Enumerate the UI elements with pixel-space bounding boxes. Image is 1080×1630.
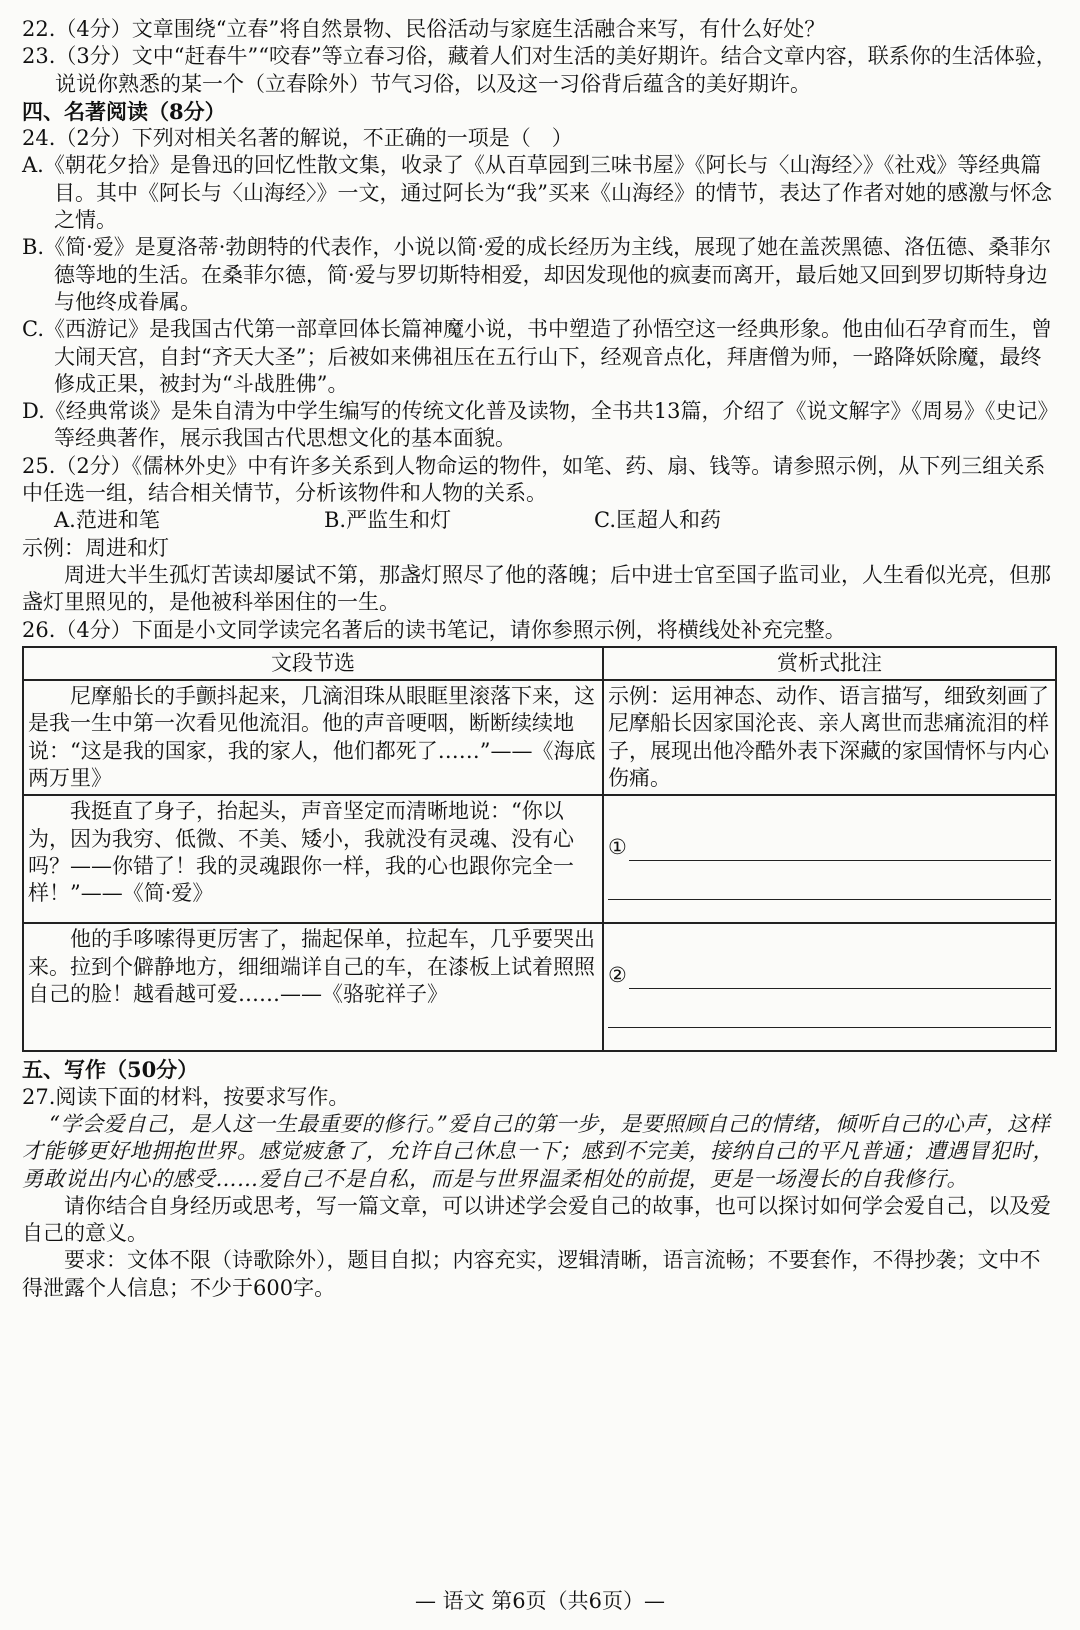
answer-line-2b[interactable]	[608, 995, 1051, 1028]
table-row	[23, 923, 1056, 1051]
question-27-requirements: 要求：文体不限（诗歌除外），题目自拟；内容充实，逻辑清晰，语言流畅；不要套作，不得抄袭；文中不得泄露个人信息；不少于600字。	[22, 1248, 1041, 1300]
answer-line-1[interactable]	[608, 832, 1051, 861]
question-24-stem: 24.（2分）下列对相关名著的解说，不正确的一项是（ ）	[22, 126, 573, 151]
question-24-option-b: B.《简·爱》是夏洛蒂·勃朗特的代表作，小说以简·爱的成长经历为主线，展现了她在盖茨黑德、洛伍德、桑菲尔德等地的生活。在桑菲尔德，简·爱与罗切斯特相爱，却因发现他的疯妻而离开，最后她又回到罗切斯特身边与他终成眷属。	[22, 235, 1052, 314]
question-25-choice-c: C.匡超人和药	[594, 508, 721, 533]
table-row	[23, 680, 1056, 795]
question-26-stem: 26.（4分）下面是小文同学读完名著后的读书笔记，请你参照示例，将横线处补充完整。	[22, 617, 846, 642]
annotation-cell: 示例：运用神态、动作、语言描写，细致刻画了尼摩船长因家国沦丧、亲人离世而悲痛流泪的样子，展现出他冷酷外表下深藏的家国情怀与内心伤痛。	[603, 680, 1056, 795]
question-23: 23.（3分）文中“赶春牛”“咬春”等立春习俗，藏着人们对生活的美好期许。结合文章内容，联系你的生活体验，说说你熟悉的某一个（立春除外）节气习俗，以及这一习俗背后蕴含的美好期许。	[22, 44, 1057, 96]
question-25-choice-b: B.严监生和灯	[324, 508, 452, 533]
section-4-heading: 四、名著阅读（8分）	[22, 98, 226, 124]
section-5-heading: 五、写作（50分）	[22, 1057, 199, 1083]
question-25-stem: 25.（2分）《儒林外史》中有许多关系到人物命运的物件，如笔、药、扇、钱等。请参照示例，从下列三组关系中任选一组，结合相关情节，分析该物件和人物的关系。	[22, 453, 1046, 506]
annotation-cell	[603, 923, 1056, 1051]
question-24-option-d: D.《经典常谈》是朱自清为中学生编写的传统文化普及读物，全书共13篇，介绍了《说文解字》《周易》《史记》等经典著作，展示我国古代思想文化的基本面貌。	[22, 399, 1059, 451]
question-25-choice-a: A.范进和笔	[54, 508, 160, 533]
table-header-row	[23, 647, 1056, 680]
question-24-option-c: C.《西游记》是我国古代第一部章回体长篇神魔小说，书中塑造了孙悟空这一经典形象。他由仙石孕育而生，曾大闹天宫，自封“齐天大圣”；后被如来佛祖压在五行山下，经观音点化，拜唐僧为师，一路降妖除魔，最终修成正果，被封为“斗战胜佛”。	[22, 317, 1052, 396]
circled-one-marker: ①	[608, 835, 627, 860]
question-24-option-a: A.《朝花夕拾》是鲁迅的回忆性散文集，收录了《从百草园到三味书屋》《阿长与〈山海经〉》《社戏》等经典篇目。其中《阿长与〈山海经〉》一文，通过阿长为“我”买来《山海经》的情节，表达了作者对她的感激与怀念之情。	[22, 153, 1052, 233]
header-annotation: 赏析式批注	[603, 647, 1056, 680]
answer-line-1b[interactable]	[608, 867, 1051, 900]
blank-line	[629, 960, 1051, 989]
answer-line-2[interactable]	[608, 960, 1051, 989]
blank-line	[629, 832, 1051, 861]
table-row	[23, 795, 1056, 923]
question-27-prompt: 请你结合自身经历或思考，写一篇文章，可以讲述学会爱自己的故事，也可以探讨如何学会爱自己，以及爱自己的意义。	[22, 1193, 1051, 1246]
circled-two-marker: ②	[608, 963, 627, 988]
question-25-example-label: 示例：周进和灯	[22, 535, 169, 560]
question-27-material: “学会爱自己，是人这一生最重要的修行。”爱自己的第一步，是要照顾自己的情绪，倾听自己的心声，这样才能够更好地拥抱世界。感觉疲惫了，允许自己休息一下；感到不完美，接纳自己的平凡普通；遭遇冒犯时，勇敢说出内心的感受……爱自己不是自私，而是与世界温柔相处的前提，更是一场漫长的自我修行。	[22, 1111, 1054, 1191]
question-25-example-text: 周进大半生孤灯苦读却屡试不第，那盏灯照尽了他的落魄；后中进士官至国子监司业，人生看似光亮，但那盏灯里照见的，是他被科举困住的一生。	[22, 562, 1051, 615]
header-excerpt: 文段节选	[23, 647, 603, 680]
excerpt-cell: 尼摩船长的手颤抖起来，几滴泪珠从眼眶里滚落下来，这是我一生中第一次看见他流泪。他的声音哽咽，断断续续地说：“这是我的国家，我的家人，他们都死了……”——《海底两万里》	[23, 680, 603, 795]
excerpt-cell: 他的手哆嗦得更厉害了，揣起保单，拉起车，几乎要哭出来。拉到个僻静地方，细细端详自己的车，在漆板上试着照照自己的脸！越看越可爱……——《骆驼祥子》	[23, 923, 603, 1051]
annotation-cell	[603, 795, 1056, 923]
page-footer: — 语文 第6页（共6页）—	[414, 1589, 666, 1613]
question-27-stem: 27.阅读下面的材料，按要求写作。	[22, 1084, 350, 1109]
question-25-choices	[22, 507, 1060, 534]
reading-notes-table	[22, 646, 1057, 1052]
excerpt-cell: 我挺直了身子，抬起头，声音坚定而清晰地说：“你以为，因为我穷、低微、不美、矮小，我就没有灵魂、没有心吗？——你错了！我的灵魂跟你一样，我的心也跟你完全一样！”——《简·爱》	[23, 795, 603, 923]
question-22: 22.（4分）文章围绕“立春”将自然景物、民俗活动与家庭生活融合来写，有什么好处？	[22, 17, 826, 41]
